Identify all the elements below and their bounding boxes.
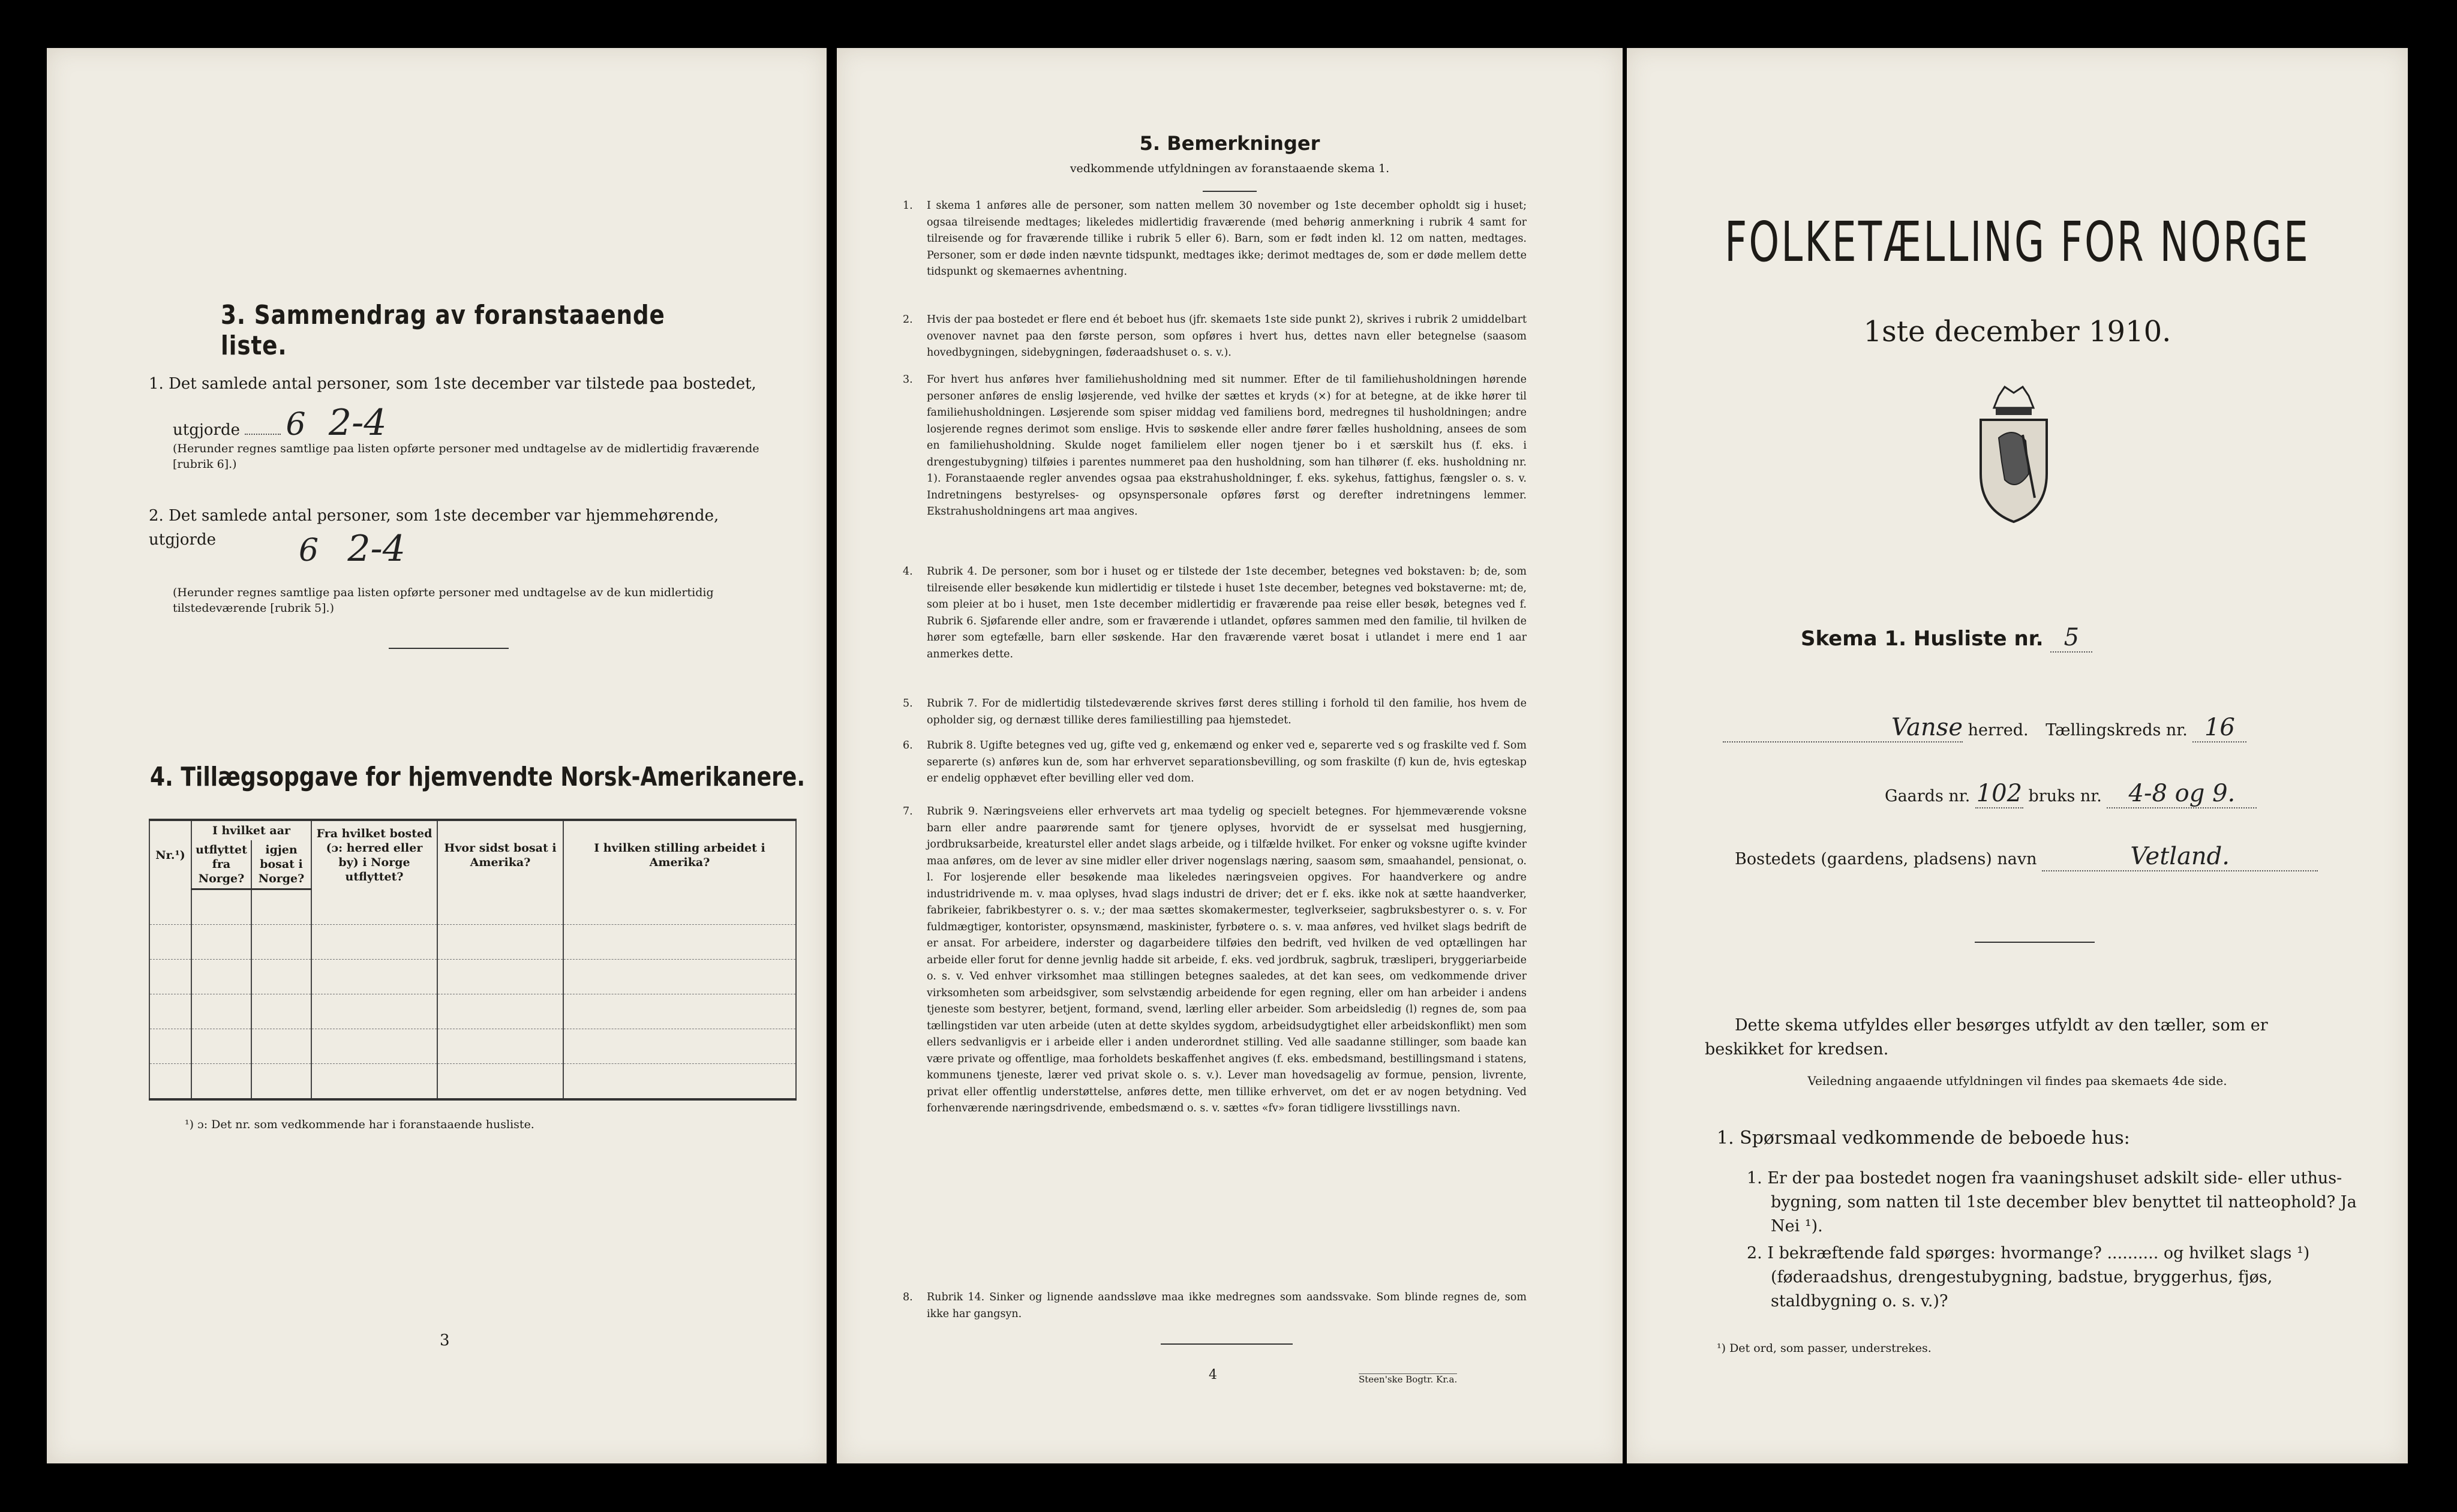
bruks-value: 4-8 og 9. (2107, 780, 2257, 808)
gaards-label: Gaards nr. (1885, 787, 1971, 805)
table-row (149, 889, 796, 925)
census-date: 1ste december 1910. (1863, 315, 2171, 348)
right-footnote: ¹) Det ord, som passer, understrekes. (1717, 1342, 1932, 1355)
table-row (149, 1029, 796, 1064)
intro-text: Dette skema utfyldes eller besørges utfyldt av den tæller, som er beskikket for kredsen. (1705, 1016, 2268, 1059)
table-row (149, 1064, 796, 1100)
kreds-value: 16 (2192, 714, 2246, 743)
item2-handwritten-1: 6 (299, 533, 319, 569)
remark-item: 5. Rubrik 7. For de midlertidig tilstedeværende skrives først deres stilling i forhold til den familie, hos hvem de opholder sig, og dernæst tillike deres familiestilling paa hjemstedet. (903, 698, 1527, 726)
page-number-3: 3 (440, 1331, 450, 1349)
col-stilling: I hvilken stilling arbeidet i Amerika? (563, 820, 796, 889)
table-row (149, 994, 796, 1029)
remark-item: 7. Rubrik 9. Næringsveiens eller erhvervets art maa tydelig og specielt betegnes. For hjemmeværende voksne barn eller andre paarørende samt for tjenere oplyses, hvorvidt de er sysselsat med husgjerning, jordbruksarbeide, kreaturstel eller andet slags arbeide, og i tilfælde hvilket. For enker og voksne ugifte kvinder maa anføres, om de lever av sine midler eller driver nogenslags næring, saasom søm, smaahandel, pensionat, o. l. For losjerende eller besøkende maa likeledes næringsveien opgives. For haandverkere og andre industridrivende m. v. maa oplyses, hvad slags industri de driver; det er f. eks. ikke nok at sætte haandverker, fabrikeier, fabrikbestyrer o. s. v.; der maa sættes skomakermester, teglverkseier, sagbruksbestyrer o. s. v. For fuldmægtiger, kontorister, opsynsmænd, maskinister, fyrbøtere o. s. v. maa anføres, ved hvilket slags bedrift de er ansat. For arbeidere, inderster og dagarbeidere tilføies den bedrift, ved hvilken de ved optællingen har arbeide eller forut for denne jevnlig hadde sit arbeide, f. eks. ved jordbruk, sagbruk, træsliperi, bryggeriarbeide o. s. v. Ved enhver virksomhet maa stillingen betegnes saaledes, at det kan sees, om vedkommende driver virksomheten som arbeidsgiver, som selvstændig arbeidende for egen regning, eller om han arbeider i andens tjeneste som bestyrer, betjent, formand, svend, lærling eller arbeider. Som arbeidsledig (l) regnes de, som paa tællingstiden var uten arbeide (uten at dette skyldes sygdom, arbeidsudygtighet eller arbeidskonflikt) men som ellers sedvanligvis er i arbeide eller i anden underordnet stilling. Ved alle saadanne stillinger, som baade kan være private og offentlige, maa forholdets beskaffenhet angives (f. eks. embedsmand, bestillingsmand i statens, kommunens tjeneste, lærer ved privat skole o. s. v.). Lever man hovedsagelig av formue, pension, livrente, privat eller offentlig understøttelse, anføres dette, men tillike erhvervet, om det er av nogen betydning. Ved forhenværende næringsdrivende, embedsmænd o. s. v. sættes «fv» foran tidligere livsstillings navn. (903, 805, 1527, 1114)
item2-note: (Herunder regnes samtlige paa listen opførte personer med undtagelse av de kun midlertidig tilstedeværende [rubrik 5].) (173, 586, 714, 615)
bosted-row (1735, 843, 2318, 871)
item1-text: 1. Det samlede antal personer, som 1ste december var tilstede paa bostedet, (149, 375, 756, 393)
left-footnote: ¹) ɔ: Det nr. som vedkommende har i foranstaaende husliste. (185, 1118, 534, 1131)
col-group-aar: I hvilket aar (191, 820, 311, 840)
schema-row (1801, 624, 2092, 653)
divider (389, 648, 509, 649)
remarks-subtitle: vedkommende utfyldningen av foranstaaende skema 1. (1070, 162, 1390, 175)
main-title: FOLKETÆLLING FOR NORGE (1725, 210, 2310, 274)
printer-mark: Steen'ske Bogtr. Kr.a. (1359, 1374, 1458, 1385)
bosted-value: Vetland. (2042, 843, 2318, 871)
section3-title: 3. Sammendrag av foranstaaende liste. (221, 300, 665, 361)
page-number-4: 4 (1209, 1367, 1217, 1382)
kreds-label: Tællingskreds nr. (2046, 721, 2188, 740)
item2-handwritten-2: 2-4 (347, 528, 406, 570)
remark-item: 8. Rubrik 14. Sinker og lignende aandssløve maa ikke medregnes som aandssvake. Som blinde regnes de, som ikke har gangsyn. (903, 1291, 1527, 1320)
bruks-label: bruks nr. (2028, 787, 2102, 805)
remark-item: 2. Hvis der paa bostedet er flere end ét beboet hus (jfr. skemaets 1ste side punkt 2), skrives i rubrik 2 umiddelbart ovenover navnet paa den første person, som opføres i hvert hus, dettes navn eller betegnelse (saasom hovedbygningen, sidebygningen, føderaadshuset o. s. v.). (903, 314, 1527, 359)
herred-row (1723, 714, 2246, 743)
remark-item: 3. For hvert hus anføres hver familiehusholdning med sit nummer. Efter de til familiehusholdningen hørende personer anføres de enslig løsjerende, ved hvilke der sættes et kryds (×) for at betegne, at de ikke hører til familiehusholdningen. Løsjerende som spiser middag ved familiens bord, medregnes til husholdningen; andre losjerende regnes derimot som enslige. Hvis to søskende eller andre fører fælles husholdning, ansees de som en familiehusholdning. Skulde noget familielem eller nogen tjener bo i et særskilt hus (f. eks. i drengestubygning) tilføies i parentes nummeret paa den husholdning, som han tilhører (f. eks. husholdning nr. 1). Foranstaaende regler anvendes ogsaa paa ekstrahusholdninger, f. eks. sykehus, fattighus, fængsler o. s. v. Indretningens bestyrelses- og opsynspersonale opføres først og derefter indretningens lemmer. Ekstrahusholdningens art maa angives. (903, 374, 1527, 518)
question-1: 1. Er der paa bostedet nogen fra vaaningshuset adskilt side- eller uthus-bygning, som natten til 1ste december blev benyttet til natteophold? Ja Nei ¹). (1747, 1169, 2357, 1236)
item1-handwritten-1: 6 (286, 407, 306, 443)
item1-value-row (173, 402, 387, 444)
table-row (149, 960, 796, 994)
section4-title: 4. Tillægsopgave for hjemvendte Norsk-Amerikanere. (150, 762, 806, 792)
col-nr: Nr.¹) (149, 820, 191, 889)
herred-value: Vanse (1723, 714, 1963, 743)
coat-of-arms-icon (1963, 384, 2065, 528)
left-page (47, 48, 827, 1463)
bottom-rule (1161, 1343, 1293, 1345)
col-sidst-bosat: Hvor sidst bosat i Amerika? (437, 820, 563, 889)
schema-number: 5 (2050, 624, 2092, 653)
col-utflyttet: utflyttet fra Norge? (191, 840, 251, 889)
remarks-title: 5. Bemerkninger (1139, 132, 1320, 155)
veiledning-text: Veiledning angaaende utfyldningen vil findes paa skemaets 4de side. (1807, 1074, 2227, 1088)
middle-page (837, 48, 1623, 1463)
schema-label: Skema 1. Husliste nr. (1801, 627, 2044, 651)
col-fra-bosted: Fra hvilket bosted (ɔ: herred eller by) i Norge utflyttet? (311, 820, 437, 889)
remark-item: 4. Rubrik 4. De personer, som bor i huset og er tilstede der 1ste december, betegnes ved bokstaven: b; de, som tilreisende eller besøkende kun midlertidig er tilstede i huset 1ste december, betegnes ved bokstaverne: mt; de, som pleier at bo i huset, men 1ste december midlertidig er fraværende paa reise eller besøk, betegnes ved f. Rubrik 6. Sjøfarende eller andre, som er fraværende i utlandet, opføres sammen med den familie, til hvilken de hører som egtefælle, barn eller søskende. Har den fraværende været bosat i utlandet i mere end 1 aar anmerkes dette. (903, 566, 1527, 660)
remark-item: 1. I skema 1 anføres alle de personer, som natten mellem 30 november og 1ste december opholdt sig i huset; ogsaa tilreisende medtages; likeledes midlertidig fraværende (med behørig anmerkning i rubrik 4 samt for tilreisende og for fraværende tillike i rubrik 5 eller 6). Barn, som er født inden kl. 12 om natten, medtages. Personer, som er døde inden nævnte tidspunkt, medtages ikke; derimot medtages de, som er døde mellem dette tidspunkt og skemaernes avhentning. (903, 200, 1527, 278)
item2-value-row (299, 528, 406, 570)
col-igjen: igjen bosat i Norge? (251, 840, 311, 889)
table-row (149, 925, 796, 960)
gaards-value: 102 (1976, 780, 2023, 807)
bosted-label: Bostedets (gaardens, pladsens) navn (1735, 850, 2037, 868)
item1-handwritten-2: 2-4 (328, 402, 387, 444)
remark-item: 6. Rubrik 8. Ugifte betegnes ved ug, gifte ved g, enkemænd og enker ved e, separerte ved s og fraskilte ved f. Som separerte (s) anføres kun de, som har erhvervet separationsbevilling, og som fraskilte (f) kun de, hvis egteskap er endelig opphævet efter bevilling eller ved dom. (903, 740, 1527, 784)
question-2: 2. I bekræftende fald spørges: hvormange? .......... og hvilket slags ¹) (føderaadshus, drengestubygning, badstue, bryggerhus, fjøs, staldbygning o. s. v.)? (1747, 1244, 2310, 1310)
item1-prefix: utgjorde (173, 421, 241, 439)
questions-heading: 1. Spørsmaal vedkommende de beboede hus: (1717, 1128, 2130, 1149)
gaards-row (1885, 780, 2257, 808)
item1-note: (Herunder regnes samtlige paa listen opførte personer med undtagelse av de midlertidig fraværende [rubrik 6].) (173, 442, 759, 471)
item2-text: 2. Det samlede antal personer, som 1ste december var hjemmehørende, utgjorde (149, 507, 719, 549)
right-page (1627, 48, 2408, 1463)
title-rule (1203, 191, 1257, 192)
norsk-amerikanere-table (149, 819, 797, 1101)
ornament-rule (1975, 942, 2095, 943)
herred-label: herred. (1968, 721, 2029, 740)
